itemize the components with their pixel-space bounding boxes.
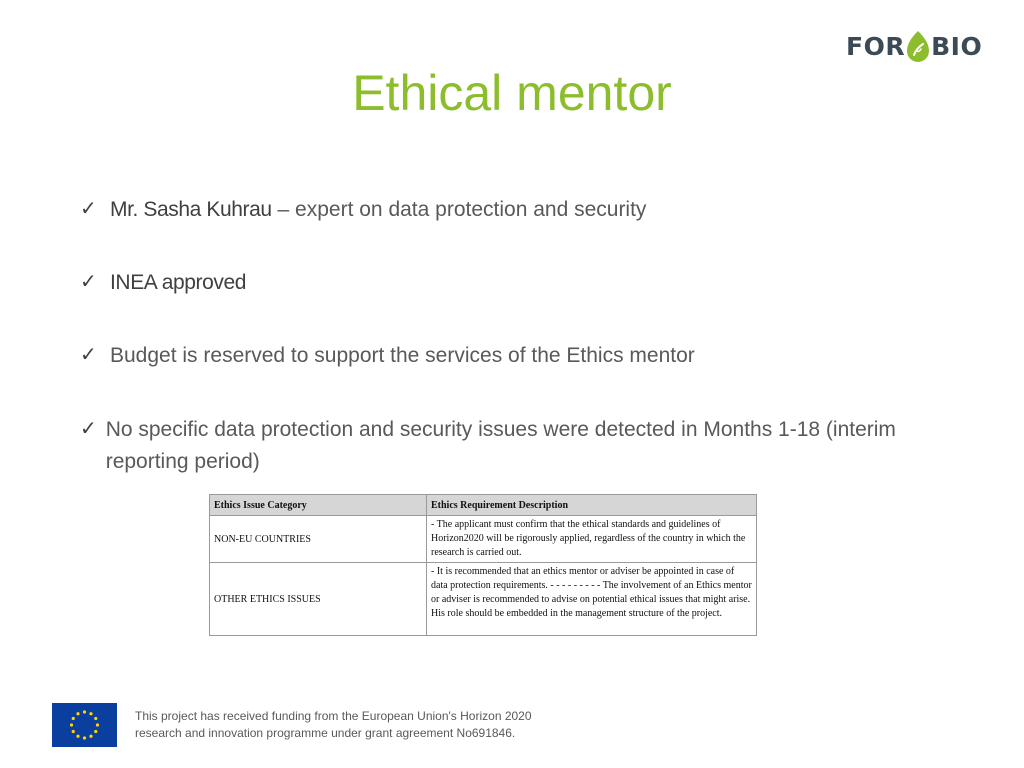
bullet-text [110,267,246,299]
table-row [210,563,757,636]
check-icon: ✓ [80,418,97,440]
eu-star [94,730,97,733]
cell-category: OTHER ETHICS ISSUES [210,563,427,636]
eu-star [89,735,92,738]
eu-star [89,712,92,715]
forbio-logo [846,28,982,64]
header-description: Ethics Requirement Description [427,495,757,516]
bullet-item [80,267,246,299]
eu-star [76,735,79,738]
bullet-item [80,340,695,372]
bullet-text: No specific data protection and security issues were detected in Months 1-18 (interim reporting period) [105,418,896,473]
table-header-row [210,495,757,516]
cell-description: - It is recommended that an ethics mentor or adviser be appointed in case of data protection requirements. - - - - - - - - - The involvement of an Ethics mentor or adviser is recommended to advise on potential ethical issues that might arise. His role should be embedded in the management structure of the project. [427,563,757,636]
eu-star [70,723,73,726]
bullet-emphasis: Mr. Sasha Kuhrau [110,198,272,221]
funding-notice [135,708,615,742]
header-category: Ethics Issue Category [210,495,427,516]
leaf-icon [906,29,930,63]
eu-star [72,730,75,733]
cell-description: - The applicant must confirm that the ethical standards and guidelines of Horizon2020 will be rigorously applied, regardless of the country in which the research is carried out. [427,516,757,563]
table-row [210,516,757,563]
logo-text-bio: BIO [931,31,983,61]
logo-text-for: FOR [846,31,906,61]
slide-title: Ethical mentor [352,65,672,121]
eu-star [94,717,97,720]
eu-star [96,723,99,726]
eu-star [76,712,79,715]
eu-star [83,736,86,739]
funding-line-2: research and innovation programme under grant agreement No691846. [135,726,516,740]
check-icon: ✓ [80,198,97,220]
bullet-item [80,414,920,478]
bullet-emphasis: INEA approved [110,271,247,294]
ethics-table [209,494,757,636]
eu-star [72,717,75,720]
bullet-text [110,194,646,226]
eu-flag-icon [52,703,117,747]
check-icon: ✓ [80,271,97,293]
funding-line-1: This project has received funding from the European Union's Horizon 2020 [135,709,532,723]
bullet-rest: – expert on data protection and security [271,198,647,221]
bullet-text: Budget is reserved to support the services of the Ethics mentor [110,344,695,367]
check-icon: ✓ [80,344,97,366]
cell-category: NON-EU COUNTRIES [210,516,427,563]
eu-star [83,710,86,713]
bullet-item [80,194,646,226]
